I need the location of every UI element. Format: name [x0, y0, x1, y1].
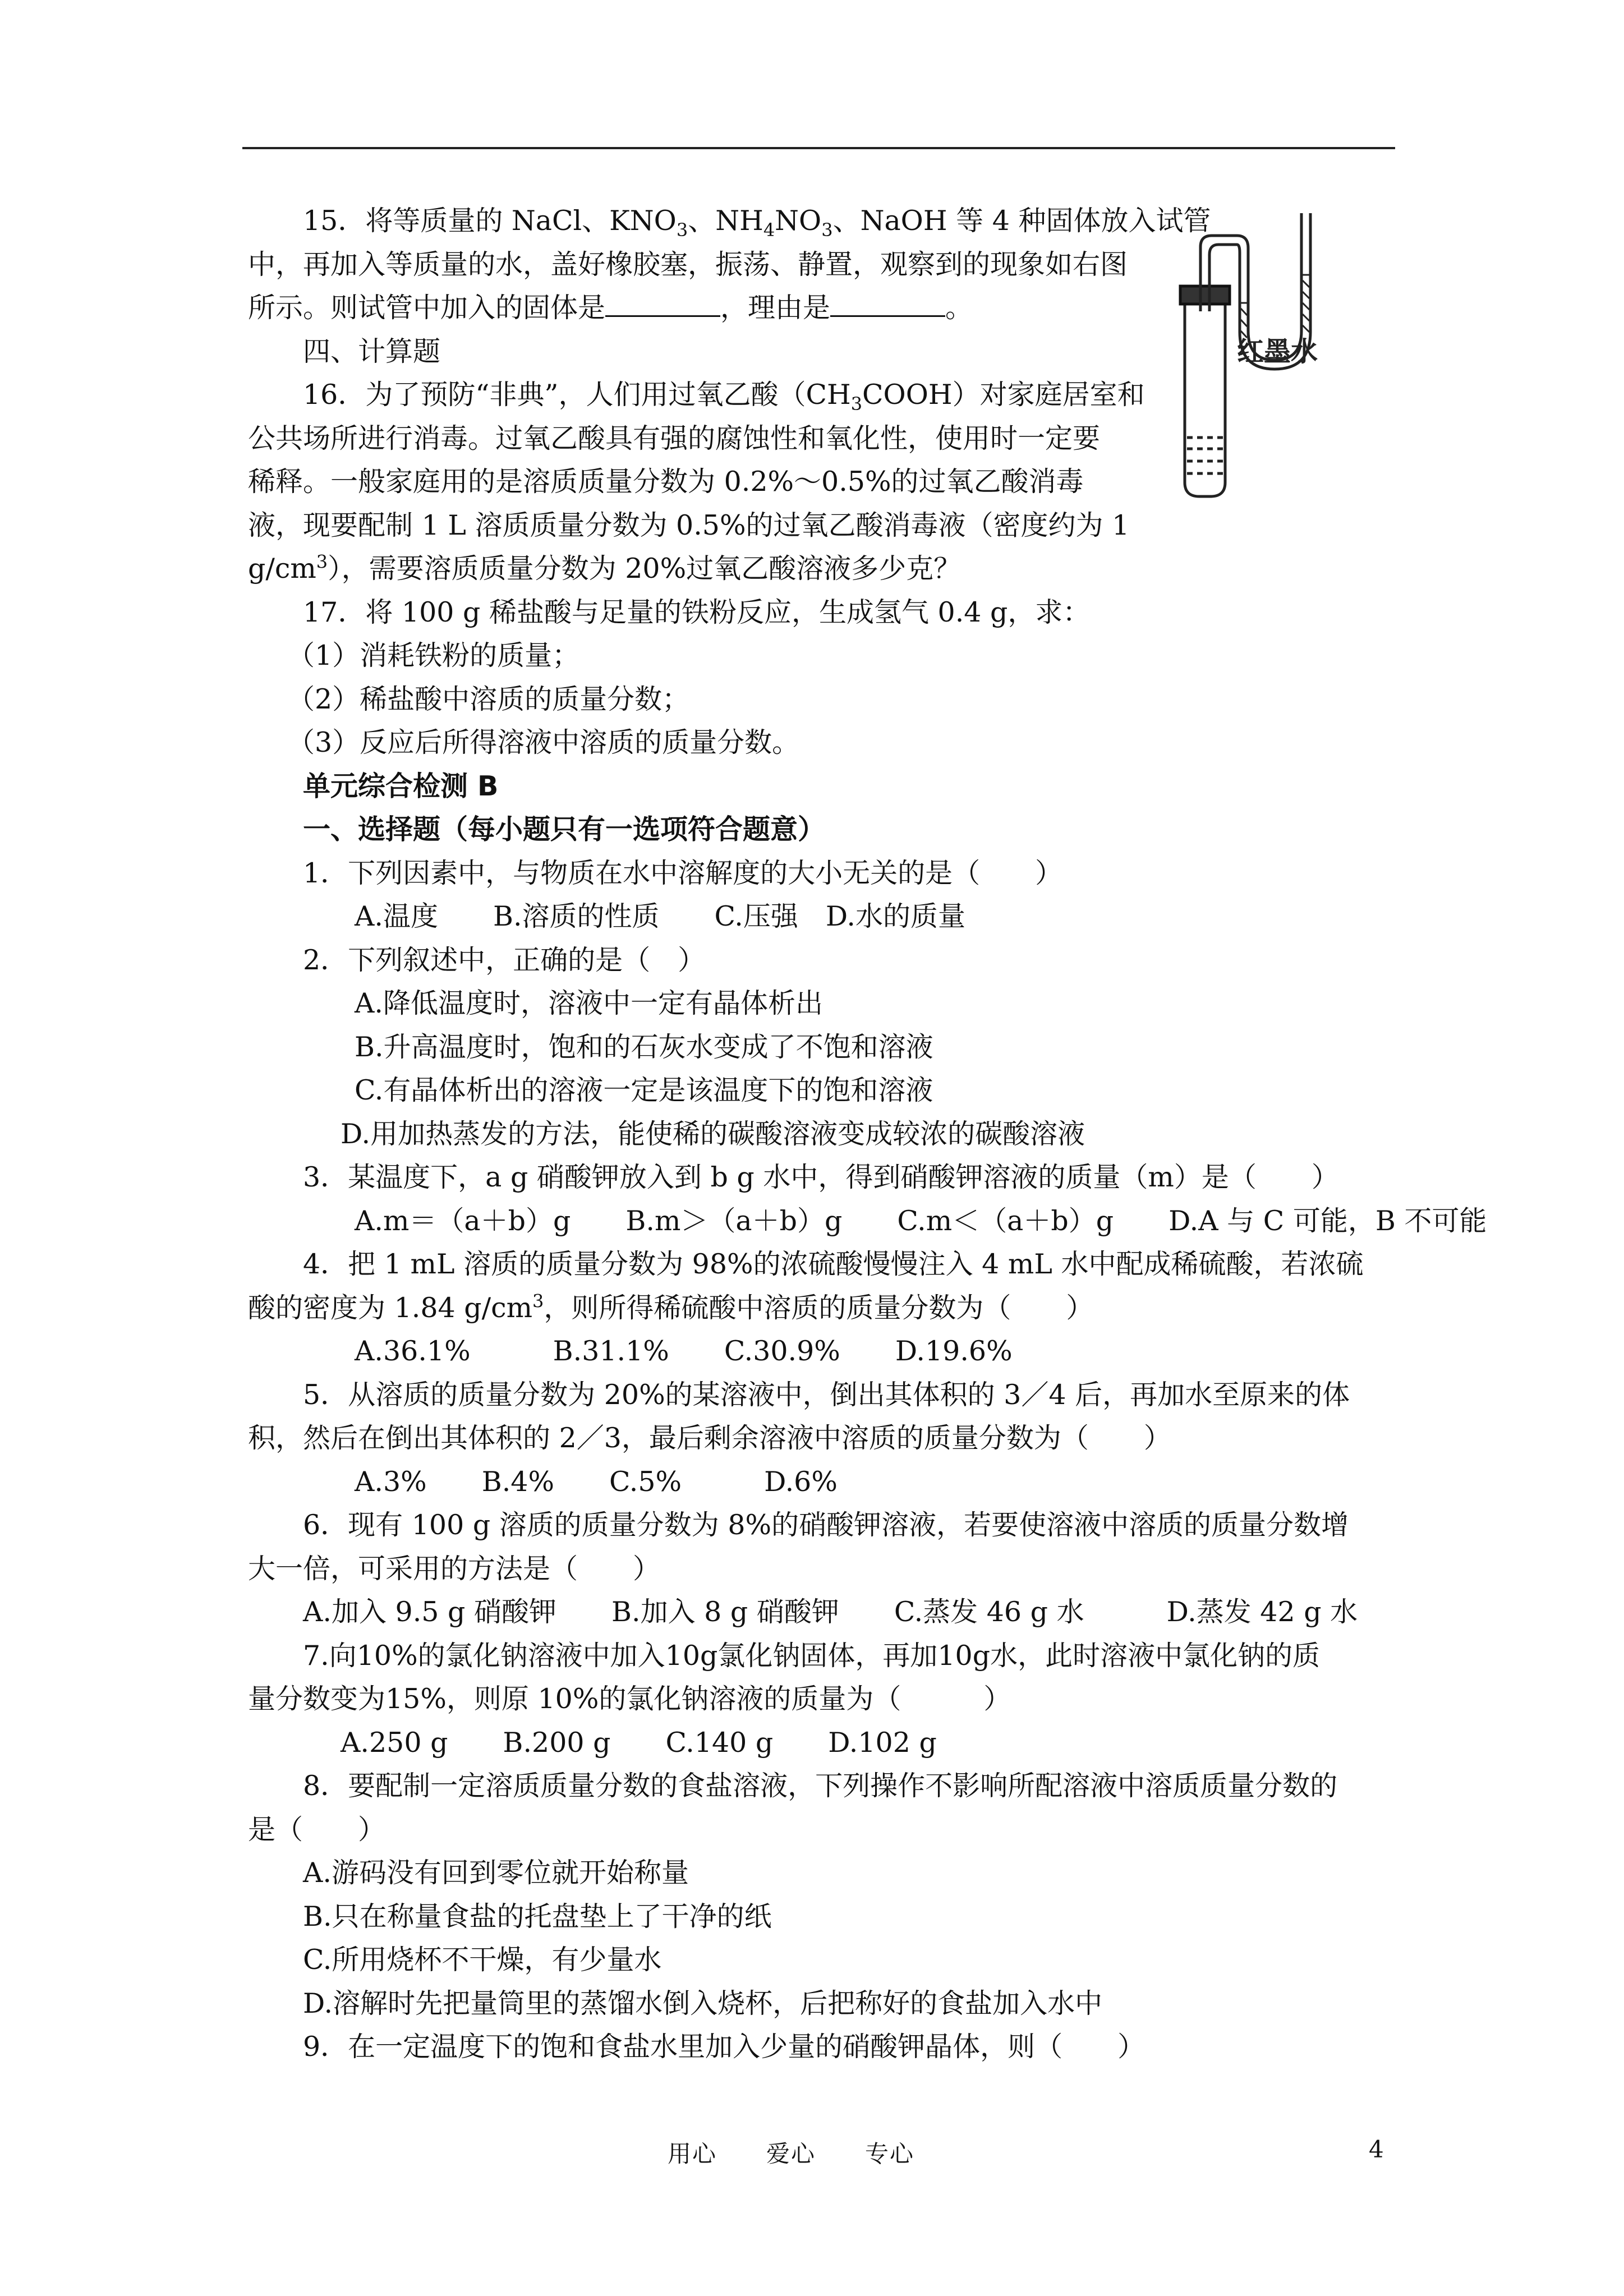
q4-line1: 4．把 1 mL 溶质的质量分数为 98%的浓硫酸慢慢注入 4 mL 水中配成稀硫酸，若浓硫 [303, 1248, 1364, 1280]
q4-line2: 酸的密度为 1.84 $g/cm^3$，则所得稀硫酸中溶质的质量分数为（ ） [248, 1290, 1094, 1324]
q5-line2: 积，然后在倒出其体积的 2／3，最后剩余溶液中溶质的质量分数为（ ） [248, 1422, 1171, 1454]
answer-blank-solid[interactable] [605, 293, 720, 317]
q17-part1: （1）消耗铁粉的质量； [287, 639, 580, 671]
q6-line1: 6．现有 100 g 溶质的质量分数为 8%的硝酸钾溶液，若要使溶液中溶质的质量分数增 [303, 1509, 1349, 1541]
q5-options: A.3% B.4% C.5% D.6% [355, 1465, 838, 1498]
q8-option-d: D.溶解时先把量筒里的蒸馏水倒入烧杯，后把称好的食盐加入水中 [303, 1987, 1103, 2019]
q1-options: A.温度 B.溶质的性质 C.压强 D.水的质量 [355, 900, 965, 932]
q15-line3: 所示。则试管中加入的固体是 ，理由是 。 [248, 292, 973, 324]
q2-option-c: C.有晶体析出的溶液一定是该温度下的饱和溶液 [355, 1074, 933, 1106]
q8-option-b: B.只在称量食盐的托盘垫上了干净的纸 [303, 1900, 772, 1932]
q8-line1: 8．要配制一定溶质质量分数的食盐溶液，下列操作不影响所配溶液中溶质质量分数的 [303, 1770, 1338, 1802]
header-rule [242, 147, 1395, 149]
page-number: 4 [1369, 2136, 1384, 2163]
q4-options: A.36.1% B.31.1% C.30.9% D.19.6% [355, 1335, 1013, 1367]
q16-line1: 16．为了预防“非典”，人们用过氧乙酸$(CH_3COOH)$对家庭居室和 [303, 379, 1145, 415]
q5-line1: 5．从溶质的质量分数为 20%的某溶液中，倒出其体积的 3／4 后，再加水至原来的体 [303, 1378, 1350, 1411]
footer-motto: 用心 爱心 专心 [668, 2140, 915, 2168]
q15-line2: 中，再加入等质量的水，盖好橡胶塞，振荡、静置，观察到的现象如右图 [248, 248, 1128, 280]
q2-option-d: D.用加热蒸发的方法，能使稀的碳酸溶液变成较浓的碳酸溶液 [341, 1117, 1085, 1150]
q7-line1: 7.向10%的氯化钠溶液中加入10g氯化钠固体，再加10g水，此时溶液中氯化钠的质 [303, 1639, 1321, 1672]
section-heading-choice: 一、选择题（每小题只有一选项符合题意） [303, 813, 826, 845]
q16-line5: $g/cm^3$），需要溶质质量分数为 20%过氧乙酸溶液多少克？ [248, 551, 961, 585]
q7-options: A.250 g B.200 g C.140 g D.102 g [341, 1726, 937, 1759]
q2-option-a: A.降低温度时，溶液中一定有晶体析出 [355, 987, 823, 1019]
q17-part3: （3）反应后所得溶液中溶质的质量分数。 [287, 726, 800, 758]
q2-option-b: B.升高温度时，饱和的石灰水变成了不饱和溶液 [355, 1030, 933, 1063]
q7-line2: 量分数变为15%，则原 10%的氯化钠溶液的质量为（ ） [248, 1683, 1011, 1715]
answer-blank-reason[interactable] [830, 293, 945, 317]
q8-option-c: C.所用烧杯不干燥，有少量水 [303, 1944, 662, 1976]
q6-options: A.加入 9.5 g 硝酸钾 B.加入 8 g 硝酸钾 C.蒸发 46 g 水 D.蒸发 42 g 水 [303, 1596, 1358, 1628]
q3-options: A.m＝（a＋b）g B.m＞（a＋b）g C.m＜（a＋b）g D.A 与 C 可能，B 不可能 [355, 1204, 1487, 1237]
q2-stem: 2．下列叙述中，正确的是（ ） [303, 944, 706, 976]
q6-line2: 大一倍，可采用的方法是（ ） [248, 1552, 661, 1585]
q9-stem: 9．在一定温度下的饱和食盐水里加入少量的硝酸钾晶体，则（ ） [303, 2031, 1145, 2063]
q16-line4: 液，现要配制 1 L 溶质质量分数为 0.5%的过氧乙酸消毒液（密度约为 1 [248, 509, 1130, 541]
figure-label: 红墨水 [1237, 336, 1318, 367]
q8-option-a: A.游码没有回到零位就开始称量 [303, 1857, 689, 1889]
document-body [248, 199, 1487, 2069]
q1-stem: 1．下列因素中，与物质在水中溶解度的大小无关的是（ ） [303, 857, 1063, 889]
q3-stem: 3．某温度下，a g 硝酸钾放入到 b g 水中，得到硝酸钾溶液的质量（m）是（ ） [303, 1161, 1339, 1193]
q16-line2: 公共场所进行消毒。过氧乙酸具有强的腐蚀性和氧化性，使用时一定要 [248, 422, 1101, 454]
unit-title: 单元综合检测 B [303, 770, 499, 802]
q8-line2: 是（ ） [248, 1813, 386, 1846]
q17-stem: 17．将 100 g 稀盐酸与足量的铁粉反应，生成氢气 0.4 g，求： [303, 596, 1091, 628]
q17-part2: （2）稀盐酸中溶质的质量分数； [287, 683, 690, 715]
q16-line3: 稀释。一般家庭用的是溶质质量分数为 0.2%～0.5%的过氧乙酸消毒 [248, 466, 1084, 498]
section-heading-calc: 四、计算题 [303, 335, 441, 367]
q15-line1: 15．将等质量的 NaCl、$KNO_3$、$NH_4NO_3$、NaOH 等 4 种固体放入试管 [303, 205, 1211, 241]
